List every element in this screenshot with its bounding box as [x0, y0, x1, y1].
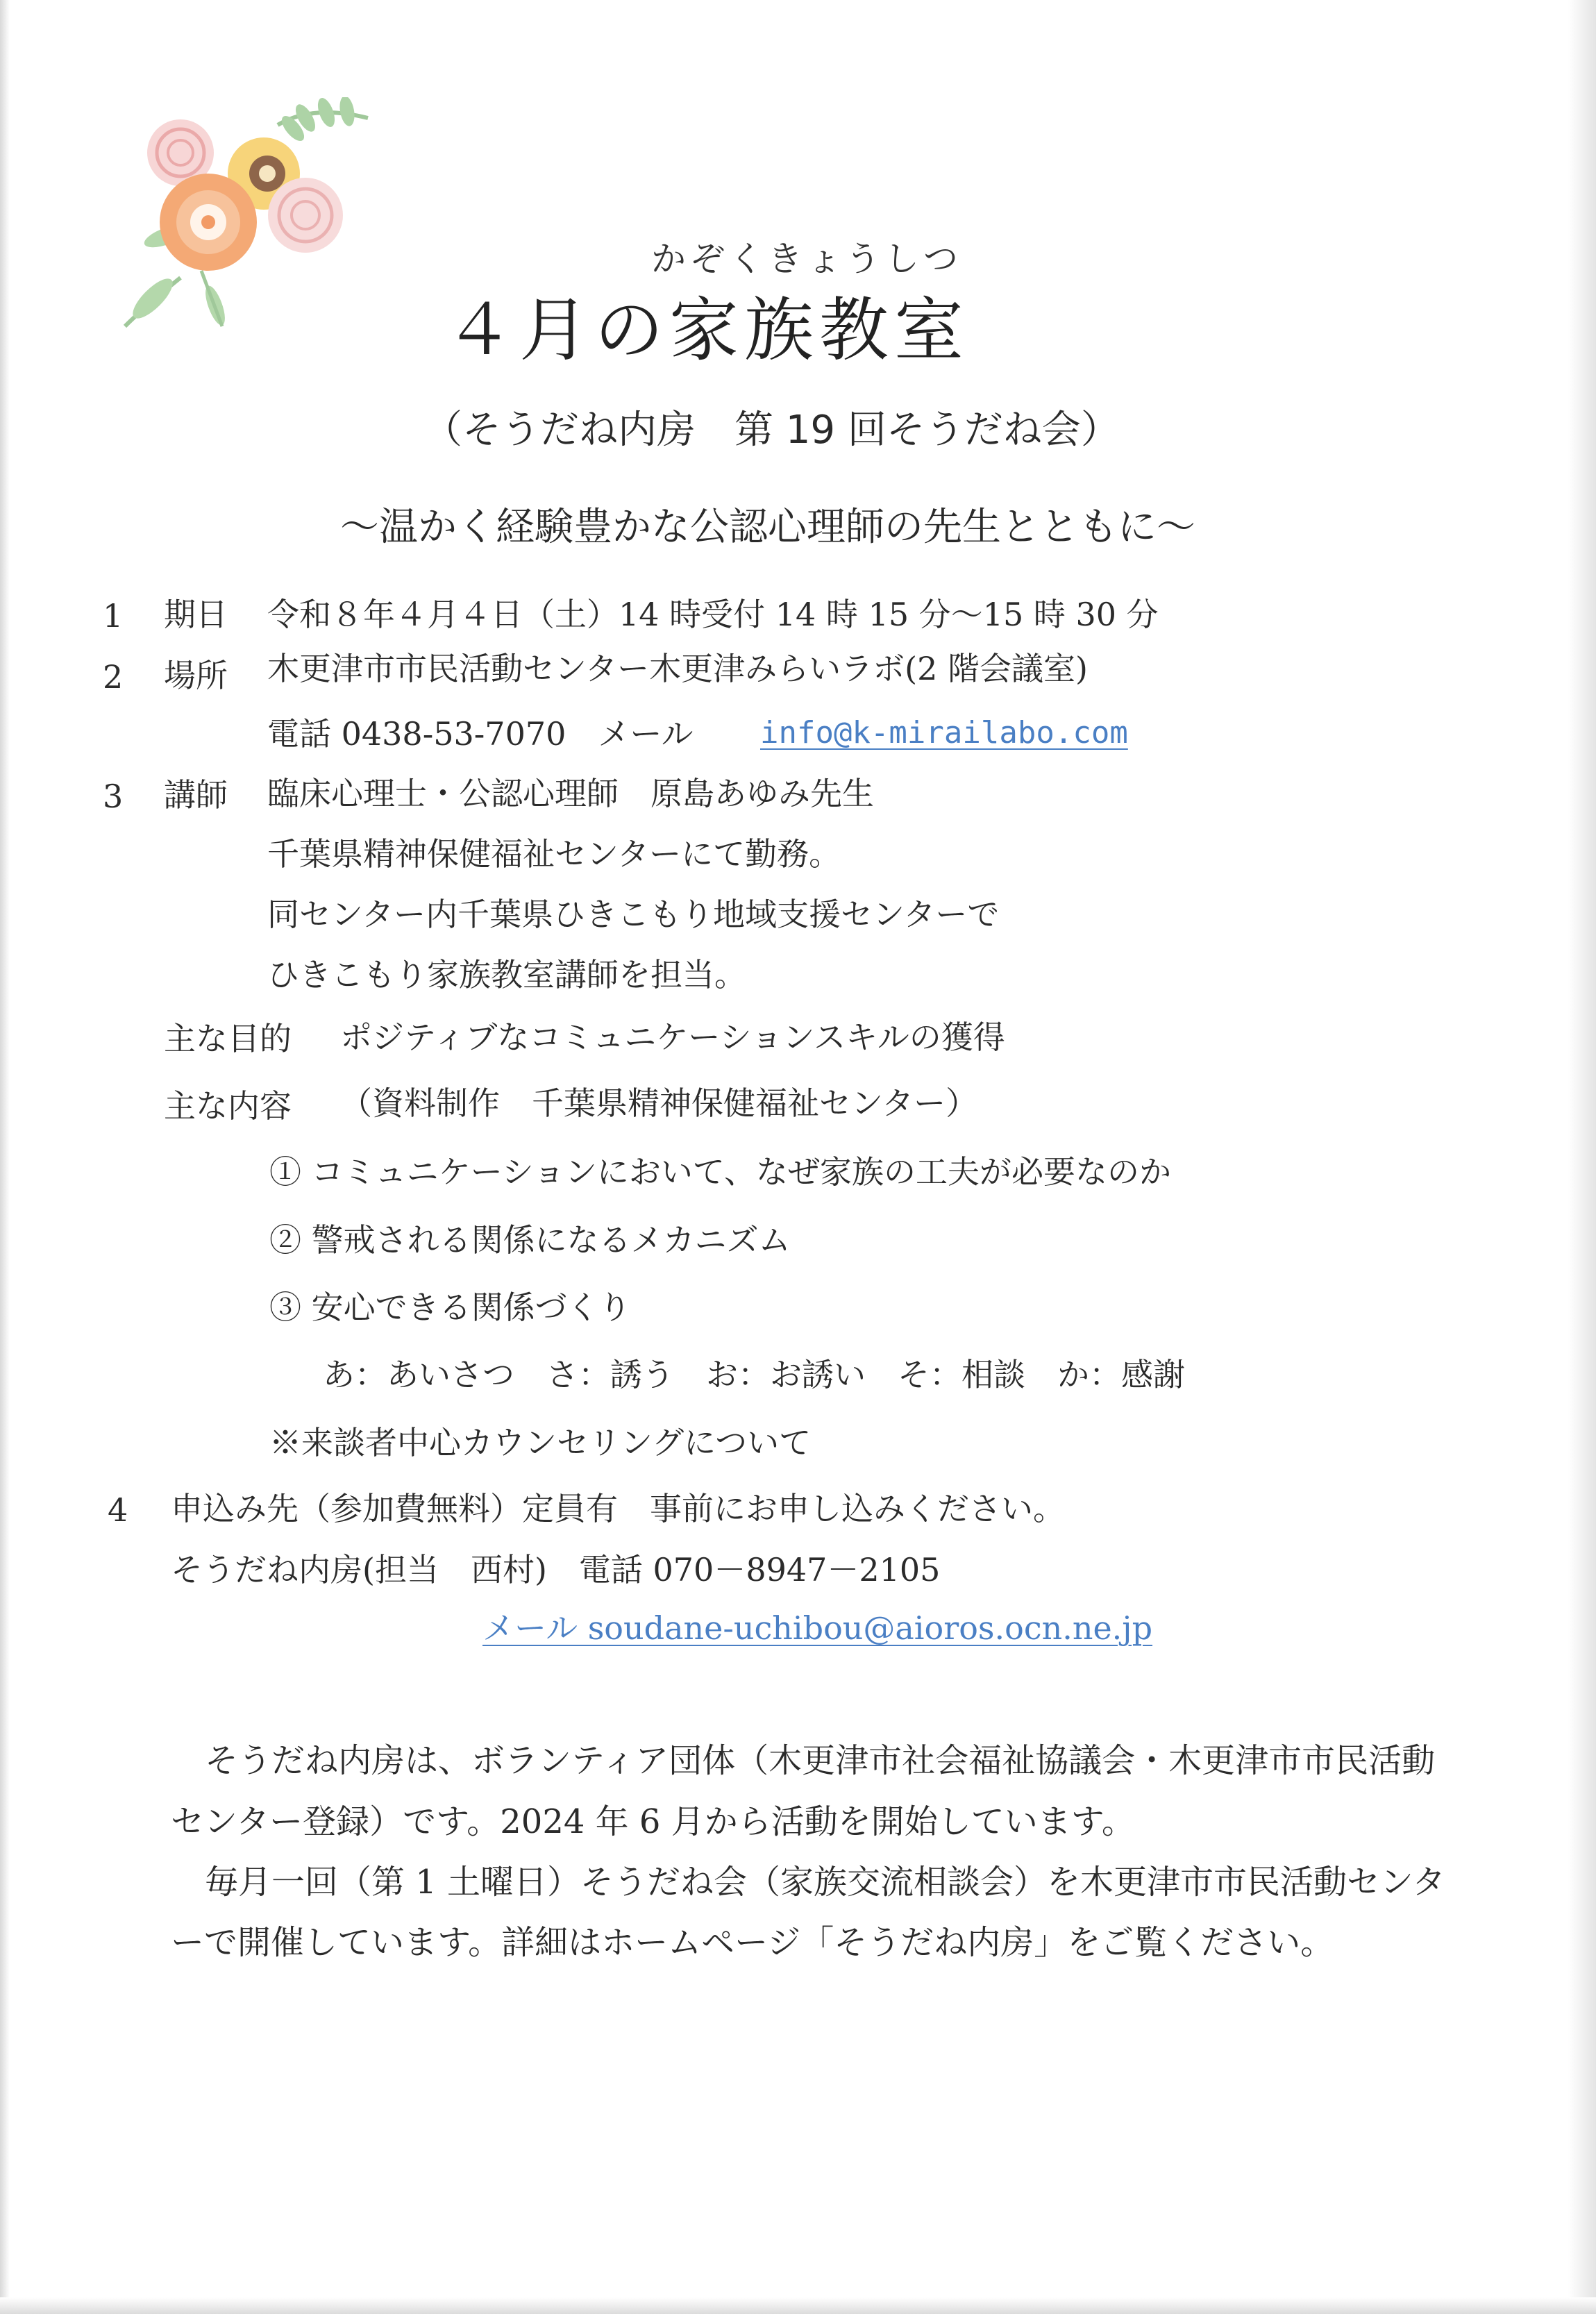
content-mnemonic: あ：あいさつ さ：誘う お：お誘い そ：相談 か：感謝	[323, 1356, 1185, 1393]
content-point: ① コミュニケーションにおいて、なぜ家族の工夫が必要なのか	[269, 1153, 1171, 1191]
place-value: 木更津市市民活動センター木更津みらいラボ(2 階会議室)	[267, 650, 1088, 687]
page-title: ４月の家族教室	[444, 290, 969, 371]
lecturer-line: 臨床心理士・公認心理師 原島あゆみ先生	[267, 775, 874, 812]
scan-bottom-edge	[0, 2297, 1596, 2314]
item-number-1: 1	[103, 597, 124, 635]
lecturer-line: ひきこもり家族教室講師を担当。	[267, 956, 746, 993]
scan-right-edge	[1568, 0, 1596, 2314]
flower-bouquet-illustration	[104, 97, 396, 347]
lecturer-line: 同センター内千葉県ひきこもり地域支援センターで	[267, 896, 1000, 933]
date-label: 期日	[164, 596, 228, 633]
content-source: （資料制作 千葉県精神保健福祉センター）	[340, 1084, 978, 1122]
footer-paragraph-line: ーで開催しています。詳細はホームページ「そうだね内房」をご覧ください。	[171, 1923, 1334, 1962]
place-label: 場所	[164, 657, 228, 694]
tagline: ～温かく経験豊かな公認心理師の先生とともに～	[340, 505, 1195, 550]
item-number-4: 4	[108, 1491, 128, 1529]
apply-value: 申込み先（参加費無料）定員有 事前にお申し込みください。	[171, 1490, 1065, 1527]
apply-contact: そうだね内房(担当 西村) 電話 070－8947－2105	[171, 1551, 941, 1588]
subtitle: （そうだね内房 第 19 回そうだね会）	[423, 408, 1120, 453]
lecturer-label: 講師	[164, 776, 228, 814]
purpose-label: 主な目的	[164, 1020, 292, 1057]
footer-paragraph-line: そうだね内房は、ボランティア団体（木更津市社会福祉協議会・木更津市市民活動	[205, 1741, 1436, 1780]
scan-left-edge	[0, 0, 10, 2314]
apply-email-link[interactable]: メール soudane-uchibou@aioros.ocn.ne.jp	[482, 1609, 1153, 1647]
item-number-3: 3	[103, 778, 124, 815]
place-email-link[interactable]: info@k-mirailabo.com	[760, 715, 1128, 751]
content-point: ③ 安心できる関係づくり	[269, 1289, 631, 1326]
date-value: 令和８年４月４日（土）14 時受付 14 時 15 分～15 時 30 分	[267, 596, 1159, 633]
footer-paragraph-line: センター登録）です。2024 年 6 月から活動を開始しています。	[171, 1802, 1135, 1841]
item-number-2: 2	[103, 658, 124, 696]
content-point: ② 警戒される関係になるメカニズム	[269, 1221, 791, 1259]
place-contact: 電話 0438-53-7070 メール	[267, 715, 694, 753]
purpose-value: ポジティブなコミュニケーションスキルの獲得	[340, 1018, 1005, 1056]
footer-paragraph-line: 毎月一回（第 1 土曜日）そうだね会（家族交流相談会）を木更津市市民活動センタ	[205, 1863, 1446, 1902]
content-label: 主な内容	[164, 1087, 292, 1125]
lecturer-line: 千葉県精神保健福祉センターにて勤務。	[267, 835, 841, 873]
content-note: ※来談者中心カウンセリングについて	[269, 1424, 812, 1461]
title-ruby: かぞくきょうしつ	[651, 239, 962, 279]
